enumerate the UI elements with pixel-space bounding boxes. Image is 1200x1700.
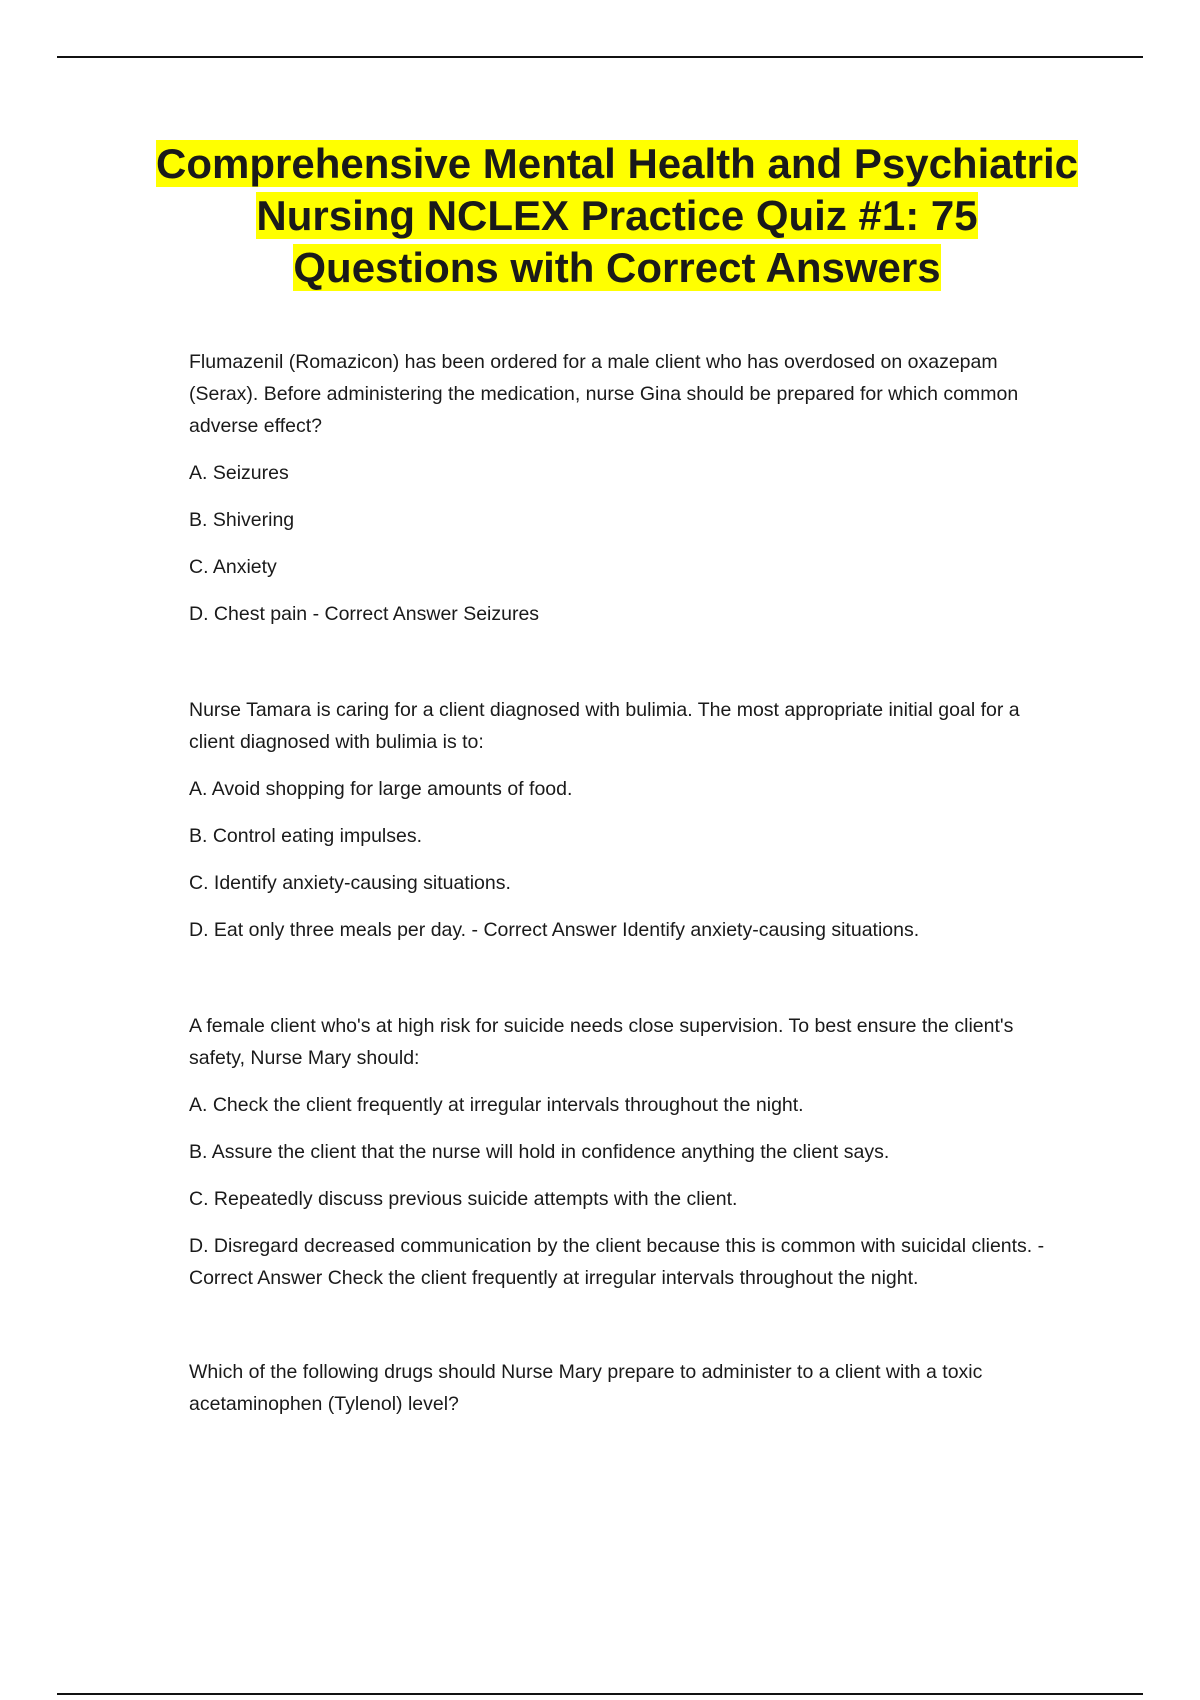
document-title (150, 138, 1084, 294)
option-b: B. Shivering (189, 509, 295, 531)
question-block (189, 346, 1049, 630)
question-stem: Nurse Tamara is caring for a client diagnosed with bulimia. The most appropriate initial goal for a client diagnosed with bulimia is to: (189, 699, 1020, 753)
title-highlight: Comprehensive Mental Health and Psychiatric Nursing NCLEX Practice Quiz #1: 75 Questions with Correct Answers (156, 140, 1078, 291)
question-stem: A female client who's at high risk for suicide needs close supervision. To best ensure the client's safety, Nurse Mary should: (189, 1015, 1014, 1069)
option-a: A. Seizures (189, 462, 289, 484)
correct-answer: - Correct Answer Identify anxiety-causing situations. (466, 919, 920, 941)
question-block (189, 694, 1049, 946)
question-stem: Which of the following drugs should Nurse Mary prepare to administer to a client with a toxic acetaminophen (Tylenol) level? (189, 1361, 983, 1415)
option-c: C. Anxiety (189, 556, 277, 578)
option-d: D. Chest pain (189, 603, 308, 625)
document-body (189, 346, 1049, 1420)
top-rule (57, 56, 1143, 58)
question-block (189, 1356, 1049, 1420)
spacer (189, 630, 1049, 694)
correct-answer: - Correct Answer Seizures (307, 603, 540, 625)
option-a: A. Check the client frequently at irregular intervals throughout the night. (189, 1094, 804, 1116)
option-d-with-answer (189, 1230, 1049, 1294)
option-d: D. Eat only three meals per day. (189, 919, 467, 941)
option-d: D. Disregard decreased communication by the client because this is common with suicidal clients. (189, 1235, 1033, 1257)
option-d-with-answer (189, 914, 1049, 946)
option-b: B. Control eating impulses. (189, 825, 423, 847)
question-block (189, 1010, 1049, 1294)
option-d-with-answer (189, 598, 1049, 630)
spacer (189, 1294, 1049, 1356)
option-c: C. Repeatedly discuss previous suicide attempts with the client. (189, 1188, 738, 1210)
bottom-rule (57, 1693, 1143, 1695)
spacer (189, 946, 1049, 1010)
option-c: C. Identify anxiety-causing situations. (189, 872, 511, 894)
question-stem: Flumazenil (Romazicon) has been ordered for a male client who has overdosed on oxazepam (Serax). Before administering the medication, nurse Gina should be prepared for which common adverse effect? (189, 351, 1019, 437)
option-a: A. Avoid shopping for large amounts of food. (189, 778, 573, 800)
correct-answer: - Correct Answer Check the client frequently at irregular intervals throughout the night. (189, 1235, 1045, 1289)
option-b: B. Assure the client that the nurse will hold in confidence anything the client says. (189, 1141, 890, 1163)
